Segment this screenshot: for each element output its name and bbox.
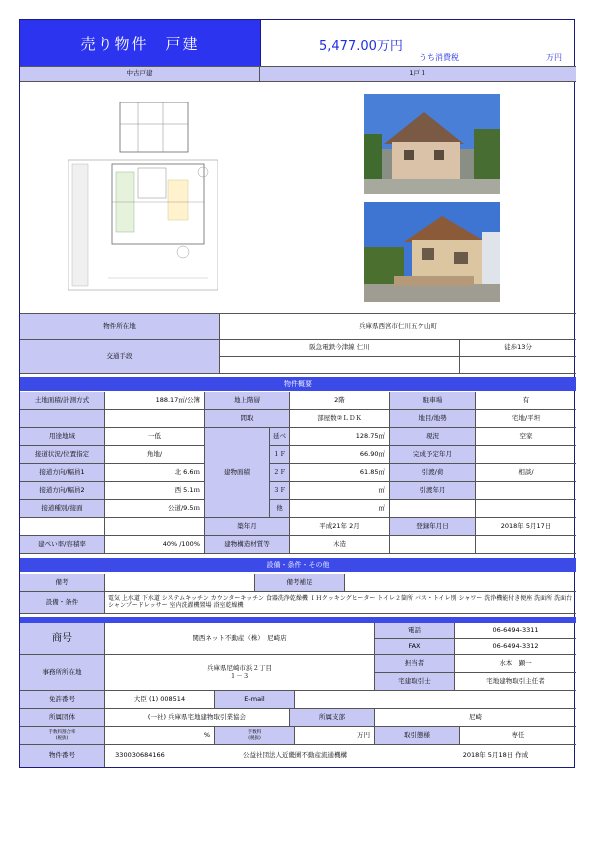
location-value: 兵庫県西宮市仁川五ケ山町 xyxy=(220,314,576,340)
fee-label xyxy=(215,727,295,745)
association-label: 所属団体 xyxy=(20,709,105,727)
email-value xyxy=(295,691,576,709)
equipment-value: 電気 上水道 下水道 システムキッチン カウンターキッチン 食器洗浄乾燥機 ＩＨクッキングヒーター トイレ２箇所 バス・トイレ別 シャワー 洗浄機能付き便座 洗面所 洗面台 シャンプードレッサー 室内洗濯機置場 浴室乾燥機 xyxy=(105,592,576,614)
exterior-photo-front xyxy=(364,94,500,194)
office-label: 事務所所在地 xyxy=(20,655,105,691)
floor3-area: ㎡ xyxy=(290,482,390,500)
fax-label: FAX xyxy=(375,639,455,655)
office-address-line2: １－３ xyxy=(229,671,250,680)
built-value: 平成21年 2月 xyxy=(290,518,390,536)
tax-label: うち消費税 xyxy=(419,53,459,62)
price-box xyxy=(260,20,576,66)
office-address-line1: 兵庫県尼崎市浜２丁目 xyxy=(207,664,272,673)
total-area-label: 延べ xyxy=(270,428,290,446)
structure-value: 木造 xyxy=(290,536,390,554)
facilities-section-title: 設備・条件・その他 xyxy=(20,558,576,572)
fee-label-text: 手数料 xyxy=(247,730,262,736)
building-area-label: 建物面積 xyxy=(205,428,270,518)
handover-value: 相談/ xyxy=(476,464,576,482)
remarks-value xyxy=(105,574,255,592)
transport-walk: 徒歩13分 xyxy=(460,340,576,357)
image-area xyxy=(20,82,576,314)
road2-label: 接道方向/幅員2 xyxy=(20,482,105,500)
issuer: 公益社団法人近畿圏不動産流通機構 xyxy=(243,751,347,760)
floor3-label: ３Ｆ xyxy=(270,482,290,500)
zoning-label: 用途地域 xyxy=(20,428,105,446)
page-title: 売り物件 戸建 xyxy=(20,20,260,66)
floor2-area: 61.85㎡ xyxy=(290,464,390,482)
registered-value: 2018年 5月17日 xyxy=(476,518,576,536)
overview-section-title: 物件概要 xyxy=(20,377,576,391)
floor1-label: １Ｆ xyxy=(270,446,290,464)
other-area-value: ㎡ xyxy=(290,500,390,518)
transport-line: 阪急電鉄今津線 仁川 xyxy=(220,340,460,357)
terrain-label: 地目/地勢 xyxy=(390,410,476,428)
blank-cell-r9b xyxy=(476,536,576,554)
other-area-label: 他 xyxy=(270,500,290,518)
blank-value-row2 xyxy=(105,410,205,428)
transport-label: 交通手段 xyxy=(20,340,220,374)
built-label: 築年月 xyxy=(205,518,290,536)
blank-cell-r8a xyxy=(20,518,105,536)
floor-plan-image xyxy=(68,102,218,292)
floor2-label: ２Ｆ xyxy=(270,464,290,482)
floors-label: 地上階層 xyxy=(205,392,290,410)
tel-value: 06-6494-3311 xyxy=(455,623,576,639)
land-area-value: 188.17㎡/公簿 xyxy=(105,392,205,410)
license-label: 免許番号 xyxy=(20,691,105,709)
association-value: (一社) 兵庫県宅地建物取引業協会 xyxy=(105,709,290,727)
fee-rate-label xyxy=(20,727,105,745)
trade-name-label: 商号 xyxy=(20,623,105,655)
email-label: E-mail xyxy=(215,691,295,709)
unit-count: 1戸１ xyxy=(260,66,576,82)
coverage-label: 建ぺい率/容積率 xyxy=(20,536,105,554)
deal-value: 専任 xyxy=(460,727,576,745)
exterior-photo-side xyxy=(364,202,500,302)
parking-value: 有 xyxy=(476,392,576,410)
price: 5,477.00万円 xyxy=(319,39,403,54)
location-label: 物件所在地 xyxy=(20,314,220,340)
layout-label: 間取 xyxy=(205,410,290,428)
terrain-value: 宅地/平坦 xyxy=(476,410,576,428)
agent-value: 宅地建物取引主任者 xyxy=(455,673,576,691)
remarks-label: 備考 xyxy=(20,574,105,592)
status-value: 空家 xyxy=(476,428,576,446)
layout-value: 部屋数②ＬＤＫ xyxy=(290,410,390,428)
structure-label: 建物構造材質等 xyxy=(205,536,290,554)
tax-unit: 万円 xyxy=(546,53,562,62)
fax-value: 06-6494-3312 xyxy=(455,639,576,655)
remarks-supp-value xyxy=(345,574,576,592)
fee-rate-label-text: 手数料割合率 xyxy=(48,730,76,736)
property-no-label: 物件番号 xyxy=(20,745,105,767)
blank-cell-r7a xyxy=(390,500,476,518)
property-type: 中古戸建 xyxy=(20,66,260,82)
coverage-value: 40% /100% xyxy=(105,536,205,554)
zoning-value: 一低 xyxy=(105,428,205,446)
branch-label: 所属支部 xyxy=(290,709,375,727)
equipment-label: 設備・条件 xyxy=(20,592,105,614)
property-no-value: 330030684166 xyxy=(115,751,165,760)
road-type-value: 公道/9.5ｍ xyxy=(105,500,205,518)
blank-label-row2 xyxy=(20,410,105,428)
office-address xyxy=(105,655,375,691)
property-sheet xyxy=(19,19,575,768)
registered-label: 登録年月日 xyxy=(390,518,476,536)
remarks-supp-label: 備考補足 xyxy=(255,574,345,592)
transport-line-2 xyxy=(220,357,460,374)
completion-label: 完成予定年月 xyxy=(390,446,476,464)
completion-value xyxy=(476,446,576,464)
blank-cell-r9a xyxy=(390,536,476,554)
deal-label: 取引態様 xyxy=(375,727,460,745)
total-area-value: 128.75㎡ xyxy=(290,428,390,446)
agent-label: 宅建取引士 xyxy=(375,673,455,691)
status-label: 現況 xyxy=(390,428,476,446)
land-area-label: 土地面積/計測方式 xyxy=(20,392,105,410)
floors-value: 2階 xyxy=(290,392,390,410)
road2-value: 西 5.1ｍ xyxy=(105,482,205,500)
road-label: 接道状況/位置指定 xyxy=(20,446,105,464)
fee-rate-label-sub: (税抜) xyxy=(55,735,69,741)
blank-cell-r8b xyxy=(105,518,205,536)
road1-value: 北 6.6ｍ xyxy=(105,464,205,482)
blank-cell-r7b xyxy=(476,500,576,518)
handover-date-value xyxy=(476,482,576,500)
fee-label-sub: (税抜) xyxy=(248,735,261,741)
staff-label: 担当者 xyxy=(375,655,455,673)
road-type-label: 接道種別/接面 xyxy=(20,500,105,518)
fee-rate-value: % xyxy=(105,727,215,745)
transport-walk-2 xyxy=(460,357,576,374)
floor1-area: 66.90㎡ xyxy=(290,446,390,464)
tel-label: 電話 xyxy=(375,623,455,639)
staff-value: 水本 顕一 xyxy=(455,655,576,673)
fee-value: 万円 xyxy=(295,727,375,745)
road1-label: 接道方向/幅員1 xyxy=(20,464,105,482)
parking-label: 駐車場 xyxy=(390,392,476,410)
handover-date-label: 引渡年月 xyxy=(390,482,476,500)
trade-name-value: 関西ネット不動産（株） 尼崎店 xyxy=(105,623,375,655)
branch-value: 尼崎 xyxy=(375,709,576,727)
created-date: 2018年 5月18日 作成 xyxy=(462,751,529,760)
road-value: 角地/ xyxy=(105,446,205,464)
license-value: 大臣 (1) 008514 xyxy=(105,691,215,709)
handover-label: 引渡/荷 xyxy=(390,464,476,482)
